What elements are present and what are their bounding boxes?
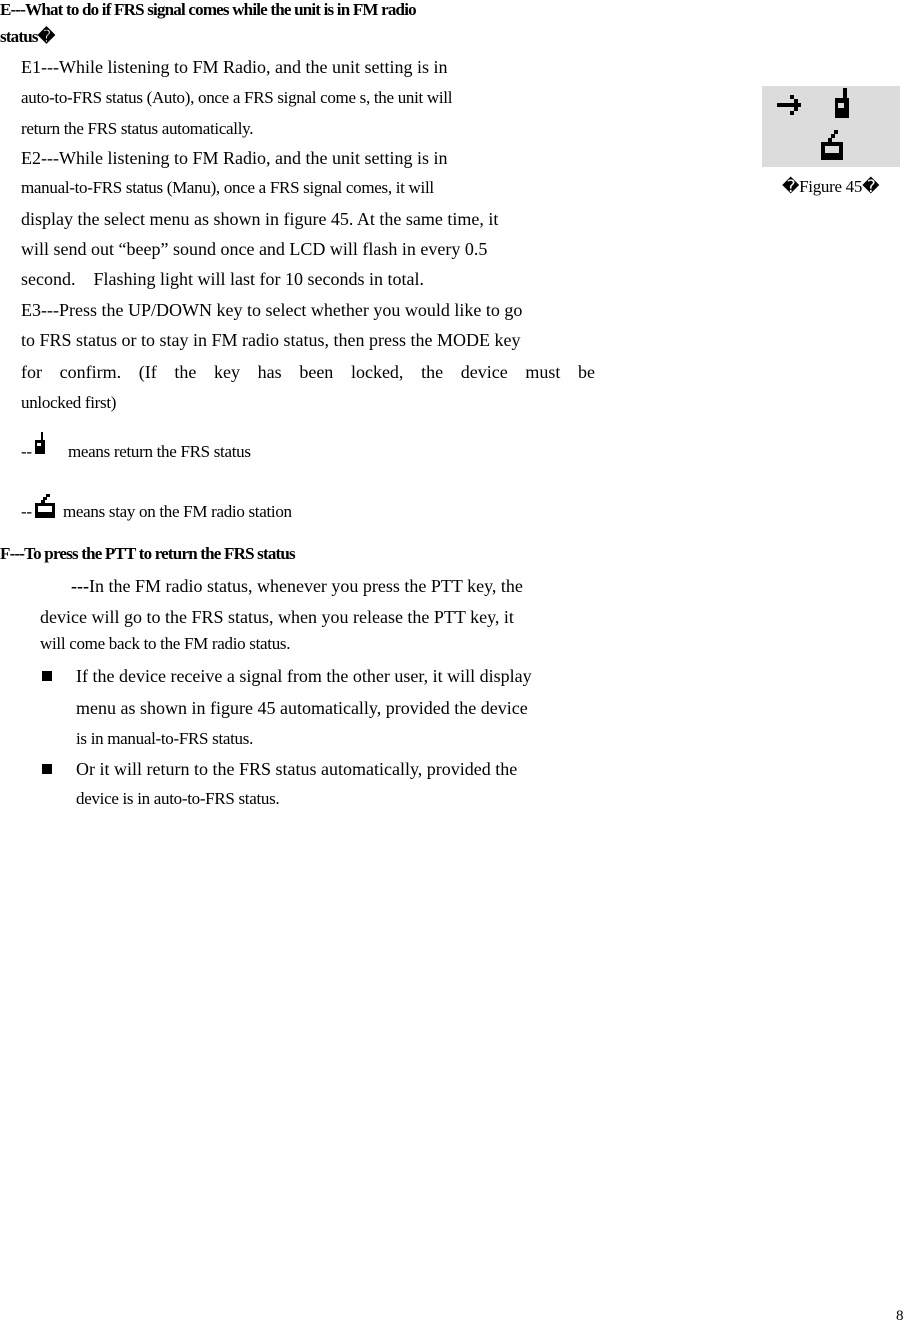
- page-number: 8: [896, 1308, 904, 1324]
- e2-line: second. Flashing light will last for 10 seconds in total.: [21, 269, 424, 289]
- radio-icon: [820, 130, 844, 160]
- radio-icon: [33, 494, 57, 518]
- e2-line: will send out “beep” sound once and LCD will flash in every 0.5: [21, 239, 488, 259]
- e1-line: auto-to-FRS status (Auto), once a FRS signal come s, the unit will: [21, 88, 453, 107]
- legend-text: means stay on the FM radio station: [63, 502, 292, 521]
- section-f-intro-line3: will come back to the FM radio status.: [40, 634, 291, 653]
- walkie-talkie-icon: [34, 432, 46, 454]
- legend-prefix: --: [21, 502, 32, 521]
- e3-line: to FRS status or to stay in FM radio status, then press the MODE key: [21, 330, 521, 350]
- bullet-marker: [42, 764, 52, 774]
- walkie-talkie-icon: [834, 88, 850, 118]
- bullet1-line: If the device receive a signal from the other user, it will display: [76, 666, 532, 686]
- bullet2-line: device is in auto-to-FRS status.: [76, 789, 280, 808]
- e3-line: unlocked first): [21, 393, 117, 412]
- section-f-intro-line1: [71, 576, 523, 597]
- arrow-right-icon: [777, 94, 805, 116]
- figure-45-screen: [762, 86, 900, 167]
- e3-line: E3---Press the UP/DOWN key to select whether you would like to go: [21, 300, 523, 320]
- section-e-heading-line1: E---What to do if FRS signal comes while the unit is in FM radio: [0, 0, 416, 19]
- bullet1-line: menu as shown in figure 45 automatically, provided the device: [76, 698, 528, 718]
- e2-line: display the select menu as shown in figure 45. At the same time, it: [21, 209, 499, 229]
- e1-line: return the FRS status automatically.: [21, 119, 254, 138]
- figure-caption: �Figure 45�: [782, 177, 880, 196]
- legend-prefix: --: [21, 442, 32, 461]
- bullet-marker: [42, 671, 52, 681]
- e2-line: E2---While listening to FM Radio, and the unit setting is in: [21, 148, 448, 168]
- bullet2-line: Or it will return to the FRS status automatically, provided the: [76, 759, 518, 779]
- e2-line: manual-to-FRS status (Manu), once a FRS signal comes, it will: [21, 178, 434, 197]
- legend-text: means return the FRS status: [68, 442, 251, 461]
- bullet1-line: is in manual-to-FRS status.: [76, 729, 254, 748]
- intro-dash: ---: [71, 576, 89, 596]
- e3-line: for confirm. (If the key has been locked, the device must be: [21, 362, 595, 382]
- section-e-heading-line2: status�: [0, 27, 55, 46]
- section-f-heading: F---To press the PTT to return the FRS status: [0, 544, 295, 563]
- e1-line: E1---While listening to FM Radio, and the unit setting is in: [21, 57, 448, 77]
- intro-text: In the FM radio status, whenever you press the PTT key, the: [88, 576, 523, 596]
- section-f-intro-line2: device will go to the FRS status, when you release the PTT key, it: [40, 607, 514, 627]
